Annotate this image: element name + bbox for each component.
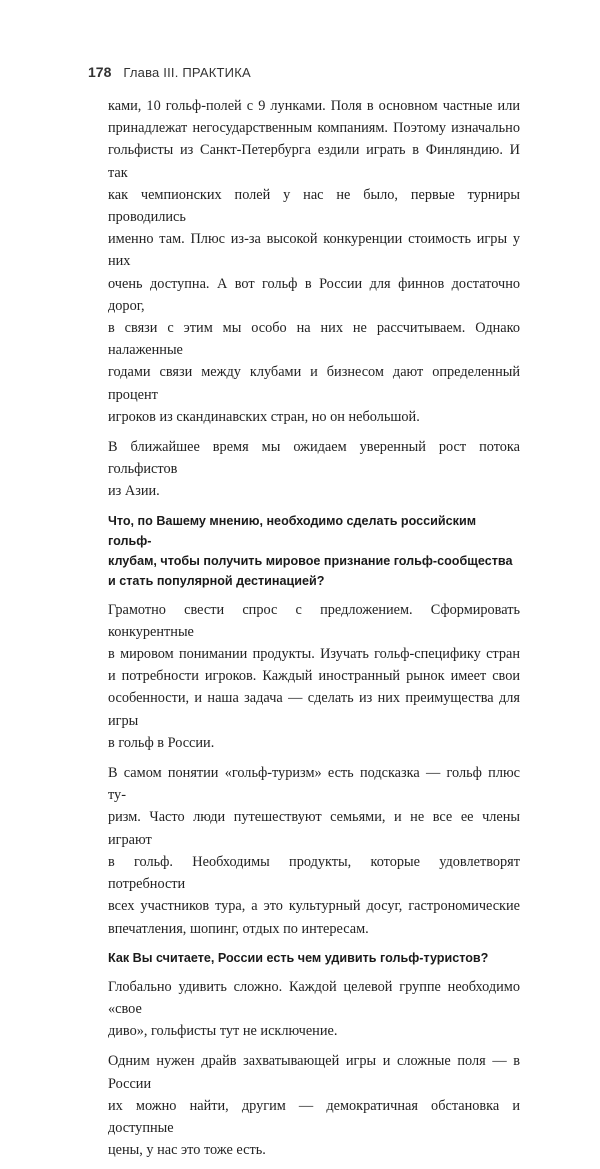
text-line: особенности, и наша задача — сделать из них преимущества для игры: [108, 690, 520, 729]
text-line: Как Вы считаете, России есть чем удивить гольф-туристов?: [108, 950, 489, 965]
text-line: в гольф в России.: [108, 734, 215, 751]
text-line: и стать популярной дестинацией?: [108, 573, 325, 588]
text-line: игроков из скандинавских стран, но он небольшой.: [108, 408, 420, 425]
chapter-title: Глава III. ПРАКТИКА: [123, 65, 251, 80]
text-line: как чемпионских полей у нас не было, первые турниры проводились: [108, 186, 520, 226]
text-line: и потребности игроков. Каждый иностранный рынок имеет свои: [108, 668, 520, 685]
text-line: Одним нужен драйв захватывающей игры и сложные поля — в России: [108, 1053, 520, 1092]
text-line: в связи с этим мы особо на них не рассчитываем. Однако налаженные: [108, 320, 520, 359]
text-line: всех участников тура, а это культурный досуг, гастрономические: [108, 898, 520, 915]
body-paragraph: [108, 976, 520, 1043]
text-line: годами связи между клубами и бизнесом дают определенный процент: [108, 364, 520, 403]
body-paragraph: [108, 599, 520, 754]
text-line: принадлежат негосударственным компаниям. Поэтому изначально: [108, 120, 520, 137]
text-line: ризм. Часто люди путешествуют семьями, и не все ее члены играют: [108, 809, 520, 848]
page-body: [108, 95, 520, 1169]
text-line: в гольф. Необходимы продукты, которые удовлетворят потребности: [108, 853, 520, 893]
body-paragraph: [108, 436, 520, 503]
text-line: диво», гольфисты тут не исключение.: [108, 1023, 338, 1040]
text-line: очень доступна. А вот гольф в России для финнов достаточно дорог,: [108, 275, 520, 314]
text-line: В самом понятии «гольф-туризм» есть подсказка — гольф плюс ту-: [108, 765, 520, 804]
interview-question: [108, 511, 520, 591]
text-line: цены, у нас это тоже есть.: [108, 1142, 266, 1159]
text-line: именно там. Плюс из-за высокой конкуренции стоимость игры у них: [108, 231, 520, 270]
body-paragraph: [108, 95, 520, 428]
body-paragraph: [108, 762, 520, 940]
text-line: клубам, чтобы получить мировое признание гольф-сообщества: [108, 553, 513, 568]
body-paragraph: [108, 1050, 520, 1161]
text-line: гольфисты из Санкт-Петербурга ездили играть в Финляндию. И так: [108, 142, 520, 181]
text-line: их можно найти, другим — демократичная обстановка и доступные: [108, 1097, 520, 1136]
page-header: [88, 64, 251, 80]
text-line: в мировом понимании продукты. Изучать гольф-специфику стран: [108, 646, 520, 663]
text-line: из Азии.: [108, 483, 160, 500]
text-line: ками, 10 гольф-полей с 9 лунками. Поля в основном частные или: [108, 98, 520, 114]
page-number: 178: [88, 64, 112, 80]
text-line: впечатления, шопинг, отдых по интересам.: [108, 920, 369, 937]
interview-question: [108, 948, 520, 968]
text-line: Глобально удивить сложно. Каждой целевой группе необходимо «свое: [108, 978, 520, 1017]
text-line: Грамотно свести спрос с предложением. Сформировать конкурентные: [108, 601, 520, 640]
text-line: В ближайшее время мы ожидаем уверенный рост потока гольфистов: [108, 439, 520, 478]
text-line: Что, по Вашему мнению, необходимо сделать российским гольф-: [108, 513, 477, 548]
